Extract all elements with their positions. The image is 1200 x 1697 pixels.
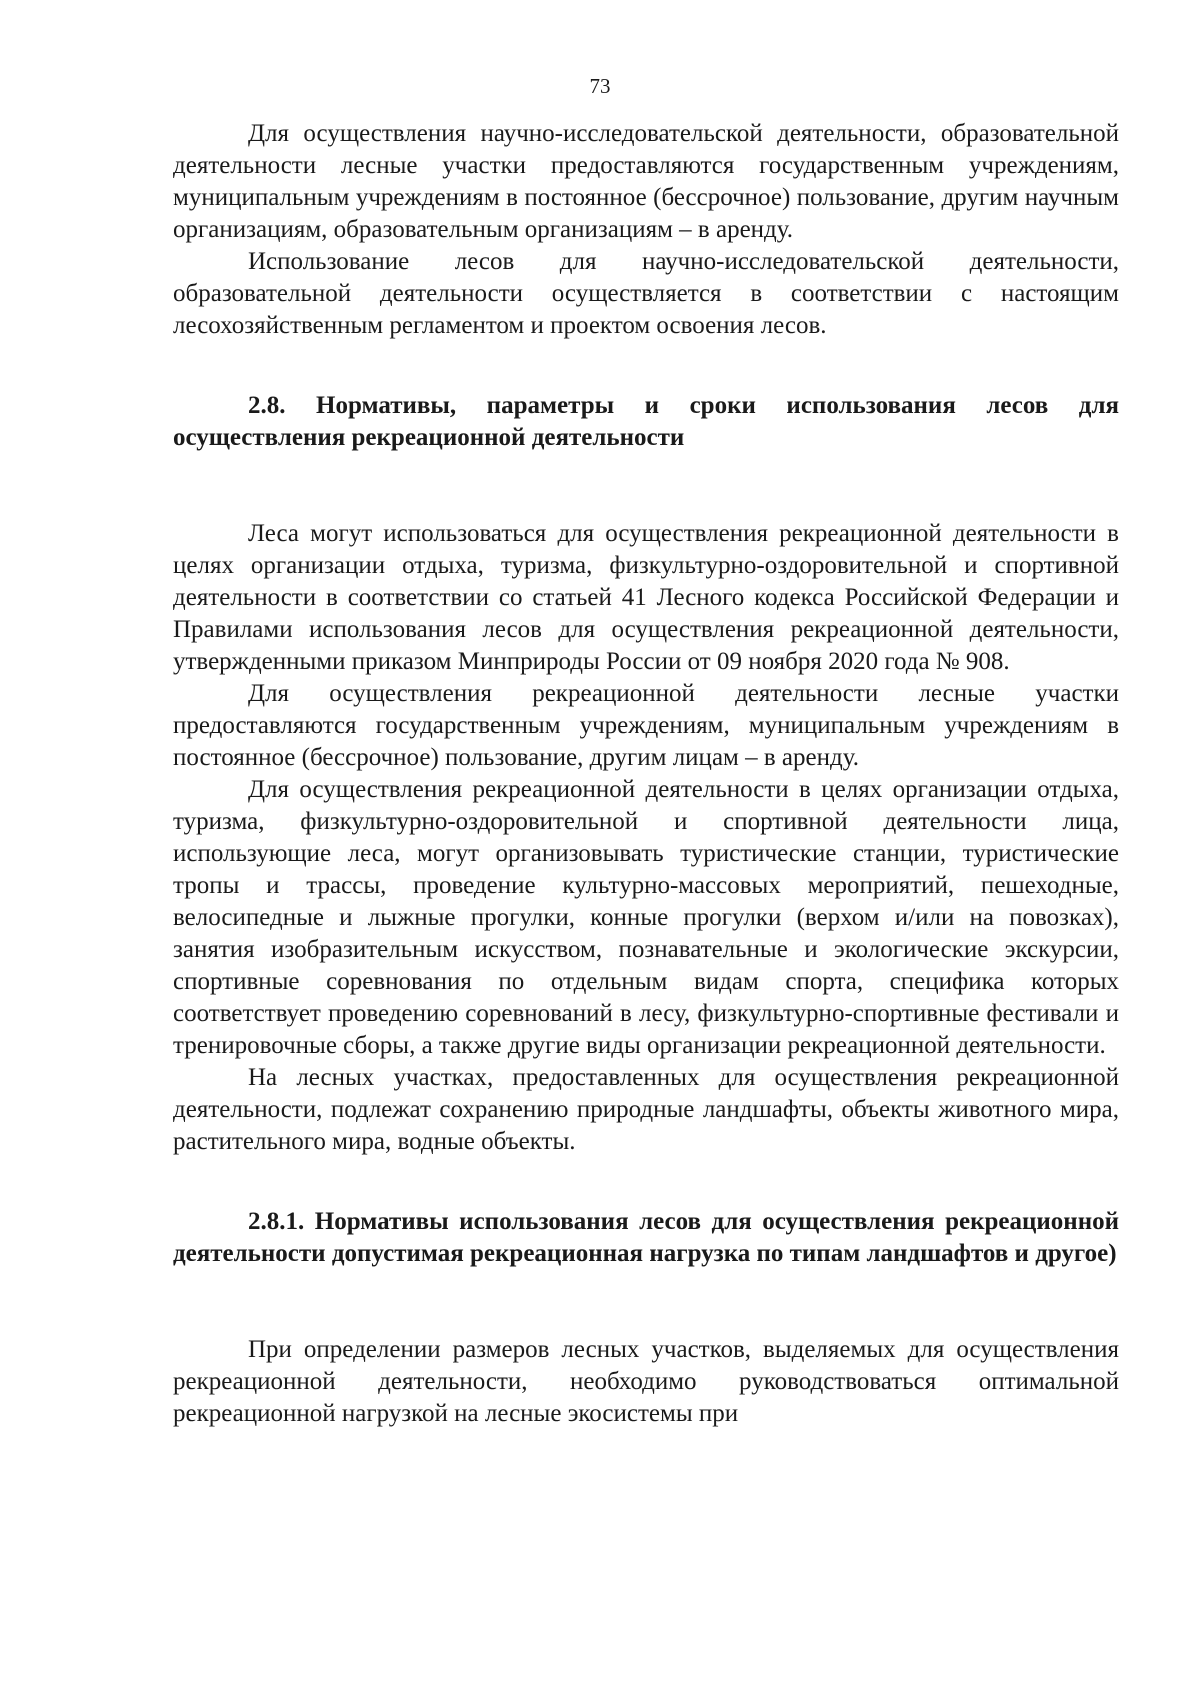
- paragraph-recreation-purpose: Леса могут использоваться для осуществления рекреационной деятельности в целях организации отдыха, туризма, физкультурно-оздоровительной и спортивной деятельности в соответствии со статьей 41 Лесного кодекса Российской Федерации и Правилами использования лесов для осуществления рекреационной деятельности, утвержденными приказом Минприроды России от 09 ноября 2020 года № 908.: [173, 520, 1119, 675]
- paragraph-plot-size: При определении размеров лесных участков, выделяемых для осуществления рекреационной деятельности, необходимо руководствоваться оптимальной рекреационной нагрузкой на лесные экосистемы при: [173, 1336, 1119, 1427]
- document-body: [173, 118, 1119, 1430]
- section-heading-2-8: 2.8. Нормативы, параметры и сроки использования лесов для осуществления рекреационной деятельности: [173, 392, 1119, 451]
- paragraph-research-usage: Использование лесов для научно-исследовательской деятельности, образовательной деятельности осуществляется в соответствии с настоящим лесохозяйственным регламентом и проектом освоения лесов.: [173, 248, 1119, 339]
- section-heading-2-8-1: 2.8.1. Нормативы использования лесов для осуществления рекреационной деятельности допустимая рекреационная нагрузка по типам ландшафтов и другое): [173, 1208, 1119, 1267]
- paragraph-research-leasing: Для осуществления научно-исследовательской деятельности, образовательной деятельности лесные участки предоставляются государственным учреждениям, муниципальным учреждениям в постоянное (бессрочное) пользование, другим научным организациям, образовательным организациям – в аренду.: [173, 120, 1119, 243]
- paragraph-recreation-activities: Для осуществления рекреационной деятельности в целях организации отдыха, туризма, физкультурно-оздоровительной и спортивной деятельности лица, использующие леса, могут организовывать туристические станции, туристические тропы и трассы, проведение культурно-массовых мероприятий, пешеходные, велосипедные и лыжные прогулки, конные прогулки (верхом и/или на повозках), занятия изобразительным искусством, познавательные и экологические экскурсии, спортивные соревнования по отдельным видам спорта, специфика которых соответствует проведению соревнований в лесу, физкультурно-спортивные фестивали и тренировочные сборы, а также другие виды организации рекреационной деятельности.: [173, 776, 1119, 1059]
- paragraph-recreation-leasing: Для осуществления рекреационной деятельности лесные участки предоставляются государственным учреждениям, муниципальным учреждениям в постоянное (бессрочное) пользование, другим лицам – в аренду.: [173, 680, 1119, 771]
- paragraph-recreation-preservation: На лесных участках, предоставленных для осуществления рекреационной деятельности, подлежат сохранению природные ландшафты, объекты животного мира, растительного мира, водные объекты.: [173, 1064, 1119, 1155]
- page-number: 73: [589, 74, 611, 98]
